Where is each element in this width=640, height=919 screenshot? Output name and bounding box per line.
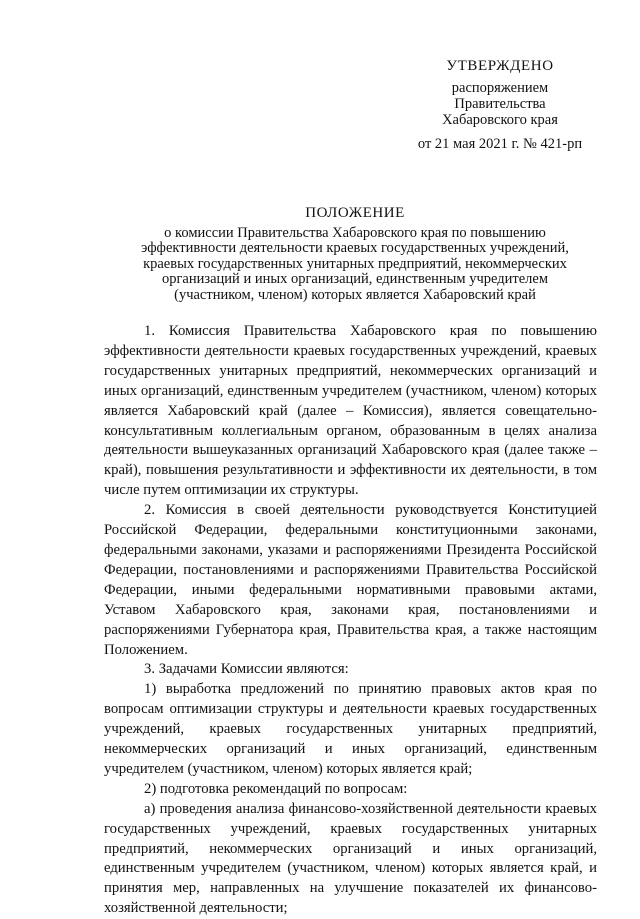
paragraph-3-item-2: 2) подготовка рекомендаций по вопросам: xyxy=(144,780,408,797)
approval-line-2: Правительства xyxy=(454,96,546,112)
subtitle-line: организаций и иных организаций, единственным учредителем xyxy=(161,271,549,287)
approval-line-3: Хабаровского края xyxy=(442,112,558,128)
document-heading xyxy=(120,206,590,303)
paragraph-2: 2. Комиссия в своей деятельности руководствуется Конституцией Российской Федерации, федеральными конституционными законами, федеральными законами, указами и распоряжениями Президента Российской Федерации, постановлениями и распоряжениями Правительства Российской Федерации, иными федеральными нормативными правовыми актами, Уставом Хабаровского края, законами края, постановлениями и распоряжениями Губернатора края, Правительства края, а также настоящим Положением. xyxy=(104,502,597,658)
approval-title: УТВЕРЖДЕНО xyxy=(446,58,554,74)
paragraph-3-item-2-a: а) проведения анализа финансово-хозяйственной деятельности краевых государственных учреждений, краевых государственных унитарных предприятий, некоммерческих организаций и иных организаций, единственным учредителем (участником, членом) которых является край, и принятия мер, направленных на улучшение показателей их финансово-хозяйственной деятельности; xyxy=(104,800,597,917)
approval-stamp xyxy=(415,58,585,152)
approval-line-1: распоряжением xyxy=(451,80,549,96)
subtitle-line: (участником, членом) которых является Хабаровский край xyxy=(174,286,536,303)
paragraph-3-item-1: 1) выработка предложений по принятию правовых актов края по вопросам оптимизации структуры и деятельности краевых государственных учреждений, краевых государственных унитарных предприятий, некоммерческих организаций и иных организаций, единственным учредителем (участником, членом) которых является край; xyxy=(104,681,597,777)
paragraph-1: 1. Комиссия Правительства Хабаровского края по повышению эффективности деятельности краевых государственных учреждений, краевых государственных унитарных предприятий, некоммерческих организаций и иных организаций, единственным учредителем (участником, членом) которых является Хабаровский край (далее – Комиссия), является совещательно-консультативным коллегиальным органом, образованным в целях анализа деятельности вышеуказанных организаций Хабаровского края (далее также – край), повышения результативности и эффективности их деятельности, в том числе путем оптимизации их структуры. xyxy=(104,323,597,499)
subtitle-line: о комиссии Правительства Хабаровского края по повышению xyxy=(164,224,546,241)
paragraph-3: 3. Задачами Комиссии являются: xyxy=(144,661,349,678)
subtitle-line: краевых государственных унитарных предприятий, некоммерческих xyxy=(143,255,567,272)
document-title: ПОЛОЖЕНИЕ xyxy=(305,205,405,221)
document-body xyxy=(104,322,597,919)
subtitle-line: эффективности деятельности краевых государственных учреждений, xyxy=(141,240,569,256)
approval-date: от 21 мая 2021 г. № 421-рп xyxy=(417,136,583,152)
